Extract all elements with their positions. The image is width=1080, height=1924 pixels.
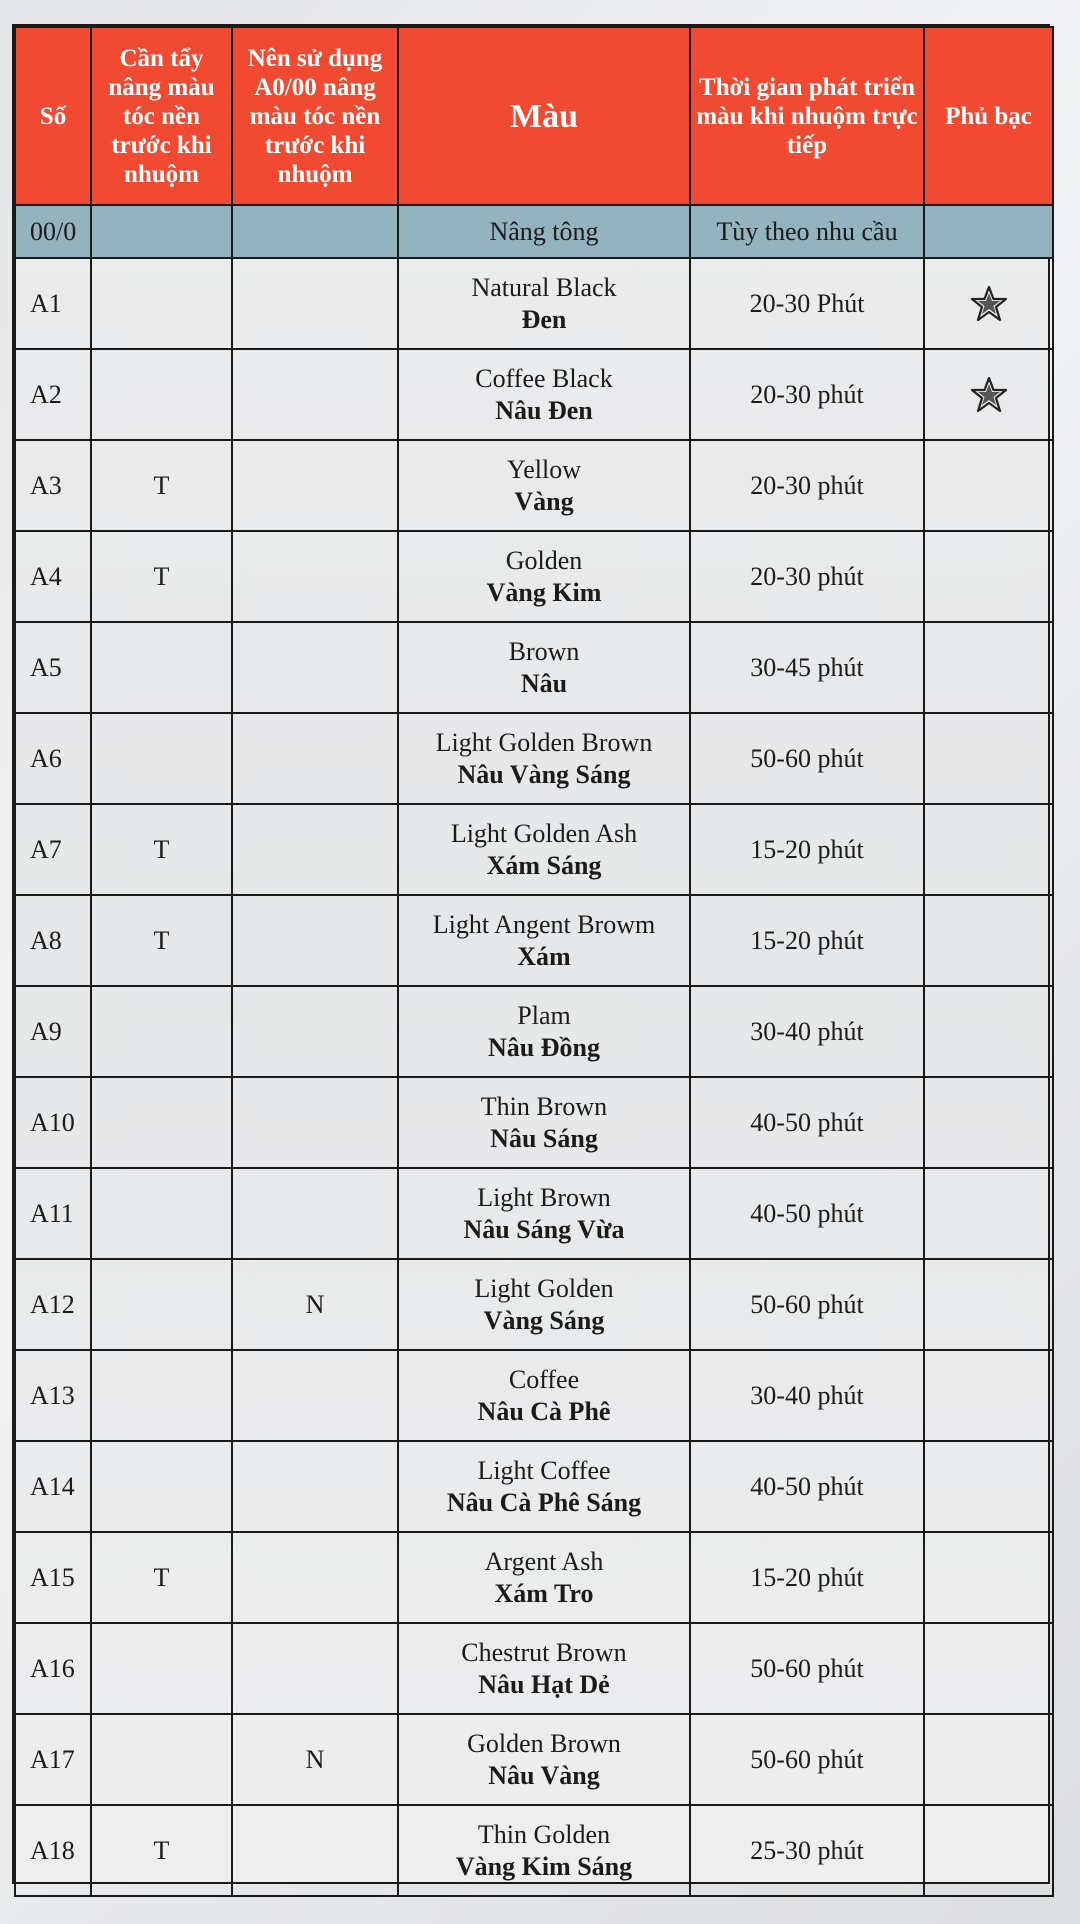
row-color [398,804,690,895]
row-color [398,1077,690,1168]
row-can-tay [91,622,232,713]
row-color [398,895,690,986]
table-header [15,27,1053,205]
row-time: 15-20 phút [690,804,924,895]
row-code: A6 [15,713,91,804]
row-phu-bac [924,986,1053,1077]
row-code: A18 [15,1805,91,1896]
row-can-tay [91,349,232,440]
color-name-en: Natural Black [471,272,617,302]
color-name-vi: Nâu Sáng [490,1123,598,1153]
row-phu-bac [924,1805,1053,1896]
color-name-vi: Nâu Đen [495,395,593,425]
hair-color-chart [12,24,1050,1884]
row-phu-bac [924,1259,1053,1350]
table-row [15,1623,1053,1714]
color-name-en: Coffee [508,1364,580,1394]
header-phu-bac: Phủ bạc [924,27,1053,205]
color-name-vi: Nâu Vàng [488,1760,600,1790]
row-phu-bac [924,1441,1053,1532]
row-time: 50-60 phút [690,1259,924,1350]
header-nen-su-dung: Nên sử dụng A0/00 nâng màu tóc nền trước khi nhuộm [232,27,398,205]
table-row [15,804,1053,895]
row-time: 40-50 phút [690,1168,924,1259]
row-color [398,1168,690,1259]
color-name-vi: Nâu Hạt Dẻ [478,1669,610,1699]
row-nen-su-dung [232,1532,398,1623]
row-can-tay [91,1441,232,1532]
row-nen-su-dung [232,1441,398,1532]
row-can-tay [91,1714,232,1805]
row-nen-su-dung [232,713,398,804]
row-code: A13 [15,1350,91,1441]
row-time: 40-50 phút [690,1077,924,1168]
color-name-en: Thin Brown [480,1091,608,1121]
color-name-en: Light Golden [474,1273,614,1303]
color-name-en: Light Coffee [477,1455,611,1485]
header-can-tay: Cần tẩy nâng màu tóc nền trước khi nhuộm [91,27,232,205]
row-nen-su-dung [232,258,398,349]
row-color [398,1259,690,1350]
row-code: A1 [15,258,91,349]
row-time: 50-60 phút [690,713,924,804]
color-table [14,26,1054,1897]
color-name-vi: Xám [517,941,571,971]
row-time: 30-40 phút [690,986,924,1077]
table-row [15,1168,1053,1259]
row-nen-su-dung [232,622,398,713]
row-color [398,1714,690,1805]
color-name-vi: Đen [521,304,567,334]
color-name-en: Argent Ash [484,1546,604,1576]
row-can-tay: T [91,895,232,986]
row-time: 50-60 phút [690,1623,924,1714]
row-color [398,1805,690,1896]
table-row [15,622,1053,713]
row-time: 20-30 phút [690,440,924,531]
row-phu-bac [924,349,1053,440]
row-phu-bac [924,804,1053,895]
row-color [398,1623,690,1714]
row-can-tay [91,1168,232,1259]
table-row [15,1441,1053,1532]
row-code: A12 [15,1259,91,1350]
row-phu-bac [924,895,1053,986]
row-phu-bac [924,1623,1053,1714]
row-time: 20-30 Phút [690,258,924,349]
row-can-tay: T [91,1805,232,1896]
color-name-vi: Nâu Vàng Sáng [457,759,631,789]
header-thoi-gian: Thời gian phát triển màu khi nhuộm trực tiếp [690,27,924,205]
table-body [15,205,1053,1896]
subheader-mau: Nâng tông [398,205,690,258]
table-row [15,440,1053,531]
row-can-tay [91,1623,232,1714]
row-code: A15 [15,1532,91,1623]
row-color [398,531,690,622]
row-code: A9 [15,986,91,1077]
color-name-en: Light Angent Browm [432,909,656,939]
color-name-en: Light Golden Ash [450,818,638,848]
row-code: A2 [15,349,91,440]
row-time: 40-50 phút [690,1441,924,1532]
row-code: A4 [15,531,91,622]
row-can-tay: T [91,1532,232,1623]
row-nen-su-dung [232,531,398,622]
row-phu-bac [924,1168,1053,1259]
row-can-tay: T [91,804,232,895]
color-name-vi: Nâu Cà Phê [477,1396,611,1426]
row-can-tay: T [91,440,232,531]
color-name-en: Light Brown [477,1182,611,1212]
row-can-tay: T [91,531,232,622]
subheader-thoi-gian: Tùy theo nhu cầu [690,205,924,258]
row-code: A3 [15,440,91,531]
color-name-en: Golden [505,545,583,575]
row-nen-su-dung [232,1168,398,1259]
color-name-vi: Vàng [514,486,574,516]
row-color [398,440,690,531]
row-code: A11 [15,1168,91,1259]
row-time: 15-20 phút [690,1532,924,1623]
row-nen-su-dung [232,1623,398,1714]
row-nen-su-dung [232,440,398,531]
row-phu-bac [924,1077,1053,1168]
row-color [398,986,690,1077]
row-code: A10 [15,1077,91,1168]
row-code: A14 [15,1441,91,1532]
row-code: A8 [15,895,91,986]
color-name-vi: Xám Sáng [486,850,602,880]
row-time: 20-30 phút [690,531,924,622]
row-time: 30-45 phút [690,622,924,713]
row-color [398,622,690,713]
header-mau: Màu [398,27,690,205]
color-name-en: Chestrut Brown [461,1637,627,1667]
row-phu-bac [924,713,1053,804]
row-time: 25-30 phút [690,1805,924,1896]
row-time: 15-20 phút [690,895,924,986]
color-name-en: Golden Brown [467,1728,621,1758]
row-phu-bac [924,1532,1053,1623]
row-color [398,1441,690,1532]
row-phu-bac [924,1714,1053,1805]
color-name-en: Thin Golden [477,1819,611,1849]
color-name-en: Brown [508,636,580,666]
subheader-nen-su-dung [232,205,398,258]
row-code: A16 [15,1623,91,1714]
subheader-can-tay [91,205,232,258]
row-color [398,1350,690,1441]
color-name-vi: Vàng Kim [486,577,602,607]
row-phu-bac [924,440,1053,531]
star-icon [969,294,1009,311]
row-can-tay [91,713,232,804]
row-can-tay [91,1259,232,1350]
star-icon [969,385,1009,402]
color-name-vi: Vàng Kim Sáng [455,1851,633,1881]
subheader-code: 00/0 [15,205,91,258]
row-color [398,258,690,349]
table-row [15,713,1053,804]
row-can-tay [91,1077,232,1168]
row-can-tay [91,986,232,1077]
color-name-en: Yellow [507,454,581,484]
row-color [398,349,690,440]
row-nen-su-dung [232,986,398,1077]
row-nen-su-dung [232,1805,398,1896]
table-row [15,258,1053,349]
table-row [15,986,1053,1077]
row-nen-su-dung [232,895,398,986]
table-row [15,1077,1053,1168]
row-phu-bac [924,258,1053,349]
header-so: Số [15,27,91,205]
row-phu-bac [924,622,1053,713]
color-name-vi: Vàng Sáng [483,1305,605,1335]
color-name-vi: Nâu [520,668,568,698]
row-nen-su-dung [232,349,398,440]
row-code: A5 [15,622,91,713]
table-row [15,1532,1053,1623]
row-phu-bac [924,1350,1053,1441]
table-row [15,895,1053,986]
row-time: 50-60 phút [690,1714,924,1805]
row-can-tay [91,258,232,349]
row-code: A17 [15,1714,91,1805]
table-row [15,1259,1053,1350]
subheader-row [15,205,1053,258]
color-name-en: Plam [517,1000,571,1030]
row-nen-su-dung: N [232,1714,398,1805]
row-nen-su-dung: N [232,1259,398,1350]
row-can-tay [91,1350,232,1441]
color-name-vi: Nâu Sáng Vừa [463,1214,625,1244]
row-color [398,1532,690,1623]
row-nen-su-dung [232,1077,398,1168]
table-row [15,531,1053,622]
row-nen-su-dung [232,1350,398,1441]
row-phu-bac [924,531,1053,622]
color-name-en: Coffee Black [475,363,613,393]
row-code: A7 [15,804,91,895]
row-time: 20-30 phút [690,349,924,440]
color-name-vi: Xám Tro [494,1578,594,1608]
row-nen-su-dung [232,804,398,895]
table-row [15,1714,1053,1805]
table-row [15,1350,1053,1441]
row-time: 30-40 phút [690,1350,924,1441]
subheader-phu-bac [924,205,1053,258]
table-row [15,349,1053,440]
table-row [15,1805,1053,1896]
color-name-vi: Nâu Đồng [488,1032,600,1062]
color-name-en: Light Golden Brown [435,727,653,757]
row-color [398,713,690,804]
color-name-vi: Nâu Cà Phê Sáng [446,1487,642,1517]
